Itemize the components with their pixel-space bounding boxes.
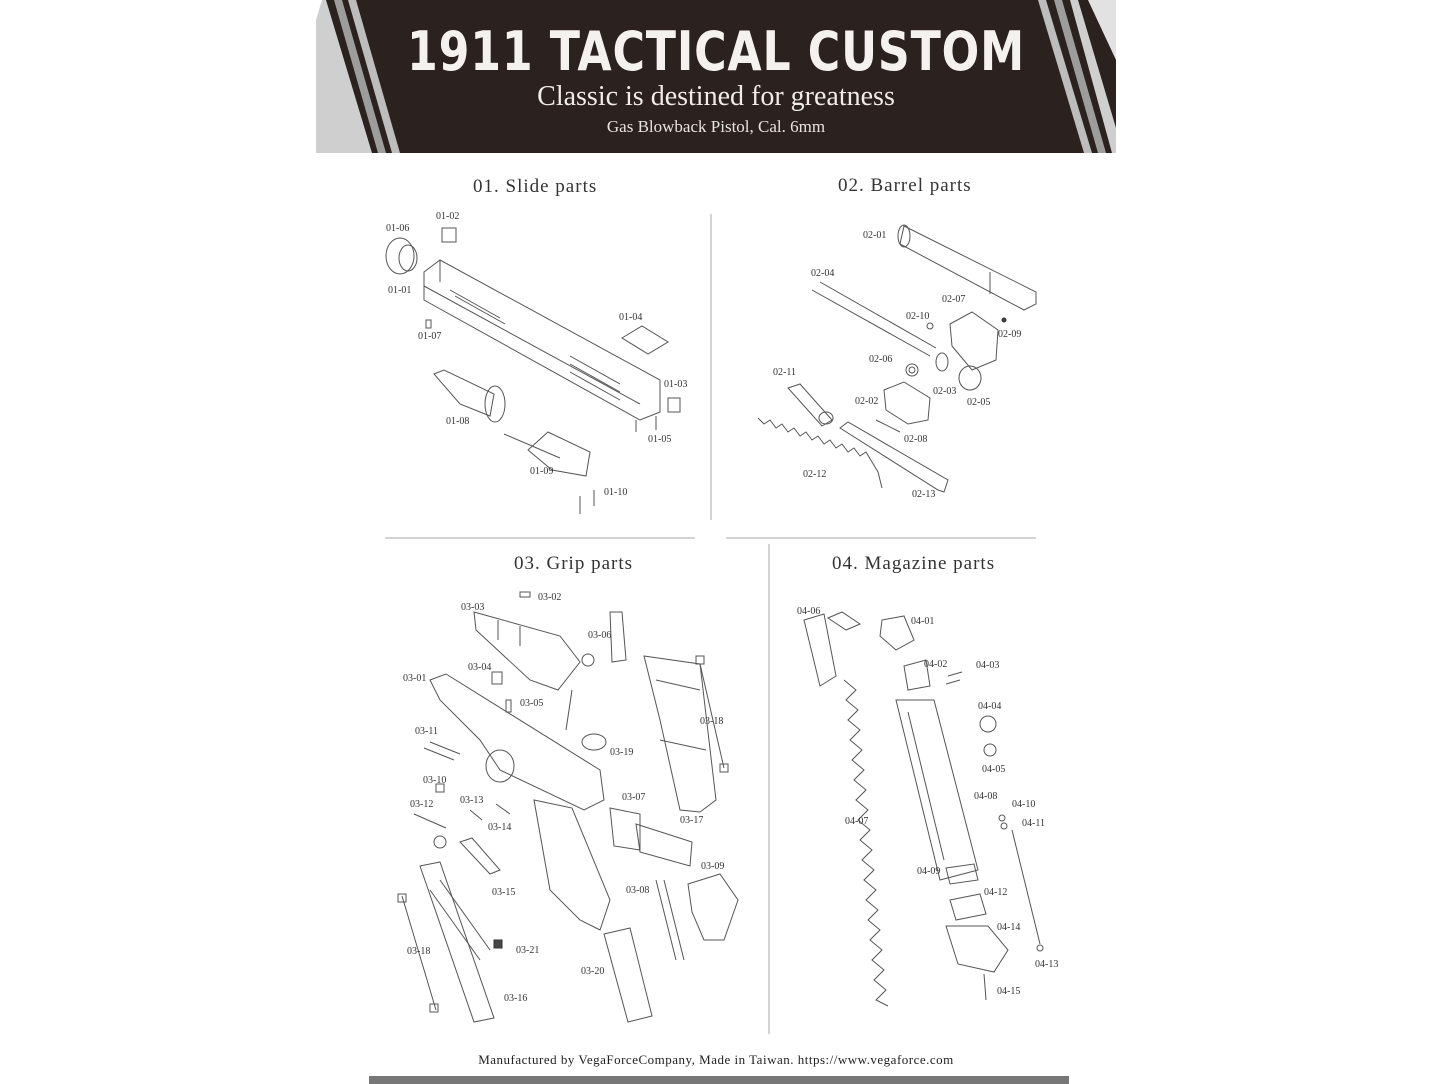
part-label: 03-14: [488, 822, 512, 833]
part-label: 03-20: [581, 966, 605, 977]
part-label: 03-04: [468, 662, 492, 673]
part-label: 04-11: [1022, 818, 1045, 829]
part-label: 03-01: [403, 673, 427, 684]
footer-bar: [369, 1076, 1069, 1084]
part-label: 02-01: [863, 230, 887, 241]
part-label: 04-15: [997, 986, 1021, 997]
part-label: 04-01: [911, 616, 935, 627]
section-title-barrel: 02. Barrel parts: [838, 175, 972, 196]
magazine-drawing: [804, 612, 1043, 1006]
part-label: 02-04: [811, 268, 835, 279]
part-label: 01-07: [418, 331, 442, 342]
part-label: 04-04: [978, 701, 1002, 712]
part-label: 04-09: [917, 866, 941, 877]
section-title-grip: 03. Grip parts: [514, 553, 634, 574]
part-label: 02-06: [869, 354, 893, 365]
part-label: 03-10: [423, 775, 447, 786]
part-label: 04-02: [924, 659, 948, 670]
part-label: 03-17: [680, 815, 704, 826]
part-label: 03-12: [410, 799, 434, 810]
part-label: 03-02: [538, 592, 562, 603]
part-label: 03-21: [516, 945, 540, 956]
part-label: 02-07: [942, 294, 966, 305]
footer-text: Manufactured by VegaForceCompany, Made in Taiwan. https://www.vegaforce.com: [478, 1052, 954, 1067]
part-label: 03-08: [626, 885, 650, 896]
part-label: 04-05: [982, 764, 1006, 775]
part-label: 04-14: [997, 922, 1021, 933]
part-label: 03-06: [588, 630, 612, 641]
part-label: 01-02: [436, 211, 460, 222]
part-label: 03-16: [504, 993, 528, 1004]
part-label: 01-01: [388, 285, 412, 296]
part-label: 01-04: [619, 312, 643, 323]
part-label: 04-10: [1012, 799, 1036, 810]
part-label: 04-06: [797, 606, 821, 617]
part-label: 02-13: [912, 489, 936, 500]
part-label: 02-02: [855, 396, 879, 407]
part-label: 01-03: [664, 379, 688, 390]
part-label: 01-09: [530, 466, 554, 477]
part-label: 04-13: [1035, 959, 1059, 970]
part-label: 03-18: [700, 716, 724, 727]
part-label: 03-13: [460, 795, 484, 806]
part-label: 04-03: [976, 660, 1000, 671]
part-label: 04-07: [845, 816, 869, 827]
section-title-magazine: 04. Magazine parts: [832, 553, 996, 574]
part-label: 02-08: [904, 434, 928, 445]
part-label: 04-08: [974, 791, 998, 802]
part-label: 01-10: [604, 487, 628, 498]
part-label: 01-08: [446, 416, 470, 427]
product-subtitle: Gas Blowback Pistol, Cal. 6mm: [606, 117, 826, 136]
part-label: 03-18: [407, 946, 431, 957]
part-label: 03-07: [622, 792, 646, 803]
part-label: 02-03: [933, 386, 957, 397]
part-label: 03-15: [492, 887, 516, 898]
part-label: 03-03: [461, 602, 485, 613]
part-label: 03-09: [701, 861, 725, 872]
part-label: 01-06: [386, 223, 410, 234]
tagline: Classic is destined for greatness: [537, 81, 895, 112]
part-label: 03-11: [415, 726, 438, 737]
page-title: 1911 TACTICAL CUSTOM: [407, 20, 1025, 83]
part-label: 01-05: [648, 434, 672, 445]
grip-drawing: [398, 592, 738, 1022]
part-label: 02-09: [998, 329, 1022, 340]
part-label: 03-05: [520, 698, 544, 709]
barrel-drawing: [758, 225, 1036, 492]
part-label: 02-10: [906, 311, 930, 322]
section-title-slide: 01. Slide parts: [473, 176, 598, 197]
part-label: 03-19: [610, 747, 634, 758]
part-label: 02-05: [967, 397, 991, 408]
part-label: 04-12: [984, 887, 1008, 898]
part-label: 02-11: [773, 367, 796, 378]
part-label: 02-12: [803, 469, 827, 480]
